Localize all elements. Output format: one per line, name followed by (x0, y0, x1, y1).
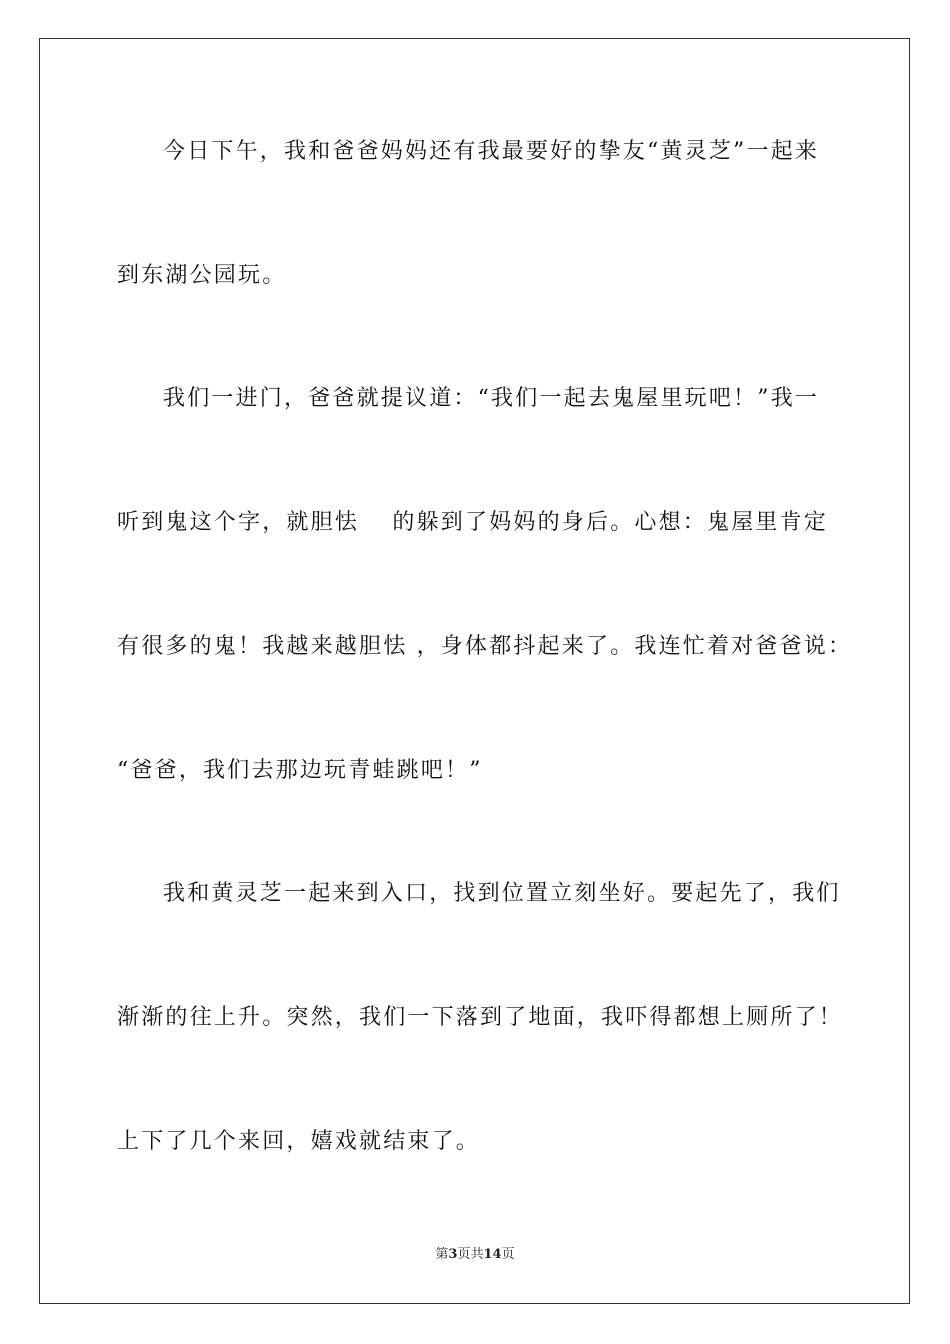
footer-page-current: 3 (448, 1247, 458, 1262)
paragraph-3-line-1: 我和黄灵芝一起来到入口，找到位置立刻坐好。要起先了，我们 (163, 881, 841, 906)
paragraph-2-line-3: 有很多的鬼！我越来越胆怯 ，身体都抖起来了。我连忙着对爸爸说： (117, 634, 853, 659)
paragraph-2-line-1: 我们一进门，爸爸就提议道：“我们一起去鬼屋里玩吧！”我一 (163, 386, 820, 411)
footer-total-prefix: 共 (470, 1247, 484, 1262)
paragraph-3-line-3: 上下了几个来回，嬉戏就结束了。 (117, 1129, 481, 1154)
paragraph-2-line-4: “爸爸，我们去那边玩青蛙跳吧！” (117, 758, 483, 783)
page-footer (0, 1246, 950, 1264)
paragraph-1-line-2: 到东湖公园玩。 (117, 263, 287, 288)
paragraph-3-line-2: 渐渐的往上升。突然，我们一下落到了地面，我吓得都想上厕所了！ (117, 1005, 844, 1030)
paragraph-1-line-1: 今日下午，我和爸爸妈妈还有我最要好的挚友“黄灵芝”一起来 (163, 139, 820, 164)
footer-page-total: 14 (483, 1247, 502, 1262)
footer-total-unit: 页 (501, 1247, 515, 1262)
paragraph-2-line-2: 听到鬼这个字，就胆怯 的躲到了妈妈的身后。心想：鬼屋里肯定 (117, 510, 828, 535)
footer-page-prefix: 第 (435, 1247, 449, 1262)
footer-page-unit: 页 (457, 1247, 471, 1262)
page-border (39, 38, 910, 1304)
